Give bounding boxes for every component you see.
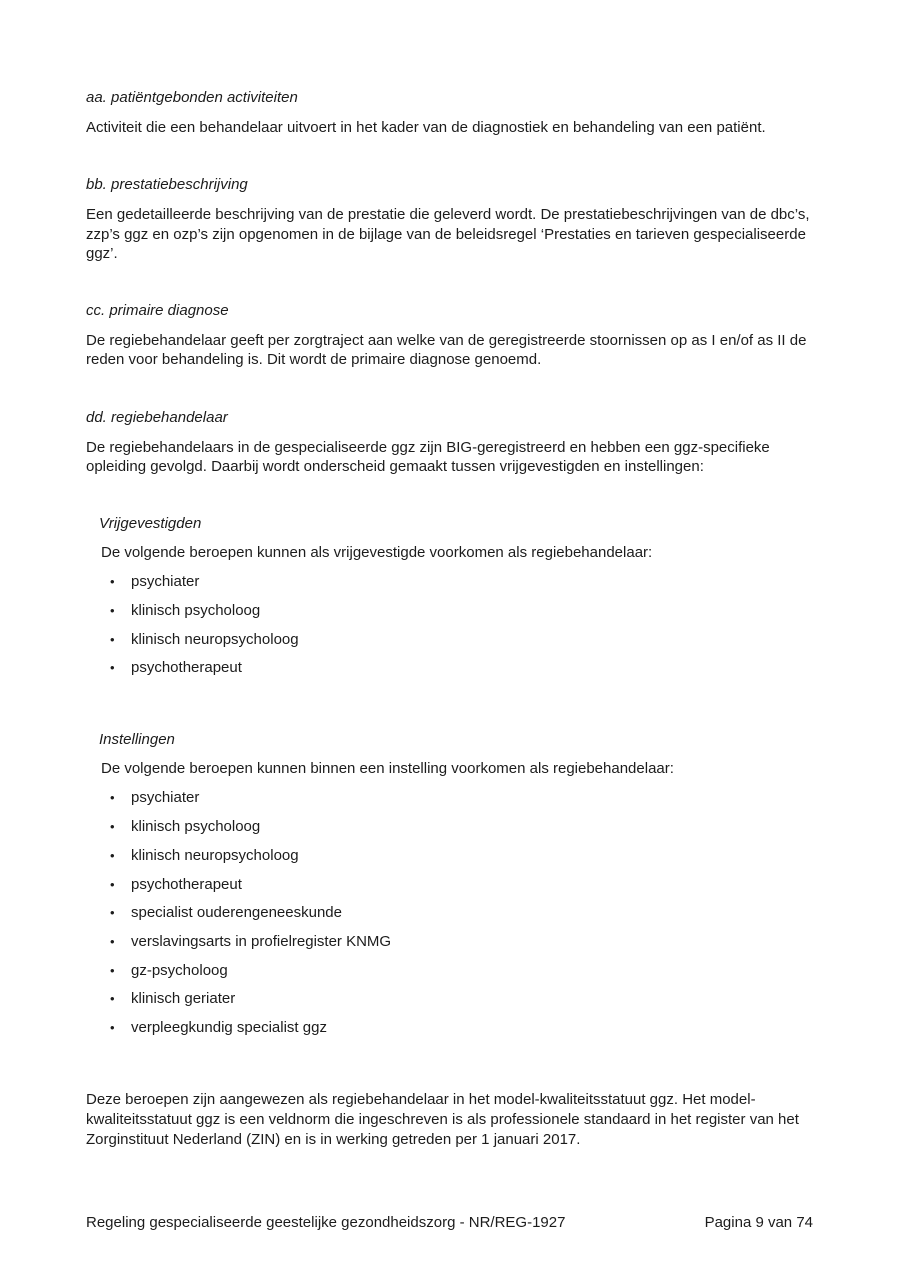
definition-section-cc [86, 301, 814, 370]
section-paragraph: De regiebehandelaar geeft per zorgtraject aan welke van de geregistreerde stoornissen op as I en/of as II de reden voor behandeling is. Dit wordt de primaire diagnose genoemd. [86, 332, 807, 369]
footer-document-title: Regeling gespecialiseerde geestelijke gezondheidszorg - NR/REG-1927 [86, 1214, 566, 1231]
list-item: • psychiater [99, 788, 814, 807]
list-item: • gz-psycholoog [99, 961, 814, 980]
section-heading: cc. primaire diagnose [86, 302, 229, 320]
list-item: • klinisch neuropsycholoog [99, 630, 814, 649]
closing-paragraph: Deze beroepen zijn aangewezen als regiebehandelaar in het model-kwaliteitsstatuut ggz. Het model-kwaliteitsstatuut ggz is een veldnorm die ingeschreven is als professionele standaard in het register van het Zorginstituut Nederland (ZIN) en is in werking getreden per 1 januari 2017. [86, 1090, 799, 1148]
subsection-heading: Instellingen [99, 731, 175, 749]
subsection-instellingen [86, 730, 814, 1037]
list-item: • klinisch geriater [99, 989, 814, 1008]
subsection-heading: Vrijgevestigden [99, 515, 202, 533]
list-item: • klinisch psycholoog [99, 601, 814, 620]
section-heading: bb. prestatiebeschrijving [86, 176, 248, 194]
list-item: • verslavingsarts in profielregister KNMG [99, 932, 814, 951]
profession-list-vrijgevestigden [99, 572, 814, 677]
subsection-vrijgevestigden [86, 514, 814, 677]
list-item: • klinisch psycholoog [99, 817, 814, 836]
list-item: • psychiater [99, 572, 814, 591]
section-heading: dd. regiebehandelaar [86, 408, 228, 426]
subsection-intro: De volgende beroepen kunnen als vrijgevestigde voorkomen als regiebehandelaar: [101, 544, 653, 562]
section-paragraph: De regiebehandelaars in de gespecialiseerde ggz zijn BIG-geregistreerd en hebben een ggz-specifieke opleiding gevolgd. Daarbij wordt onderscheid gemaakt tussen vrijgevestigden en instellingen: [86, 438, 770, 476]
list-item: • specialist ouderengeneeskunde [99, 903, 814, 922]
list-item: • psychotherapeut [99, 658, 814, 677]
list-item: • verpleegkundig specialist ggz [99, 1018, 814, 1037]
section-paragraph: Activiteit die een behandelaar uitvoert in het kader van de diagnostiek en behandeling van een patiënt. [86, 119, 766, 136]
section-heading: aa. patiëntgebonden activiteiten [86, 89, 298, 106]
list-item: • psychotherapeut [99, 875, 814, 894]
list-item: • klinisch neuropsycholoog [99, 846, 814, 865]
footer-page-number: Pagina 9 van 74 [704, 1214, 813, 1231]
definition-section-aa [86, 88, 814, 137]
profession-list-instellingen [99, 788, 814, 1037]
section-paragraph: Een gedetailleerde beschrijving van de prestatie die geleverd wordt. De prestatiebeschrijvingen van de dbc’s, zzp’s ggz en ozp’s zijn opgenomen in de bijlage van de beleidsregel ‘Prestaties en tarieven gespecialiseerde ggz’. [86, 206, 810, 262]
definition-section-bb [86, 175, 814, 263]
subsection-intro: De volgende beroepen kunnen binnen een instelling voorkomen als regiebehandelaar: [101, 760, 674, 778]
definition-section-dd [86, 408, 814, 477]
page-footer [86, 1213, 813, 1232]
